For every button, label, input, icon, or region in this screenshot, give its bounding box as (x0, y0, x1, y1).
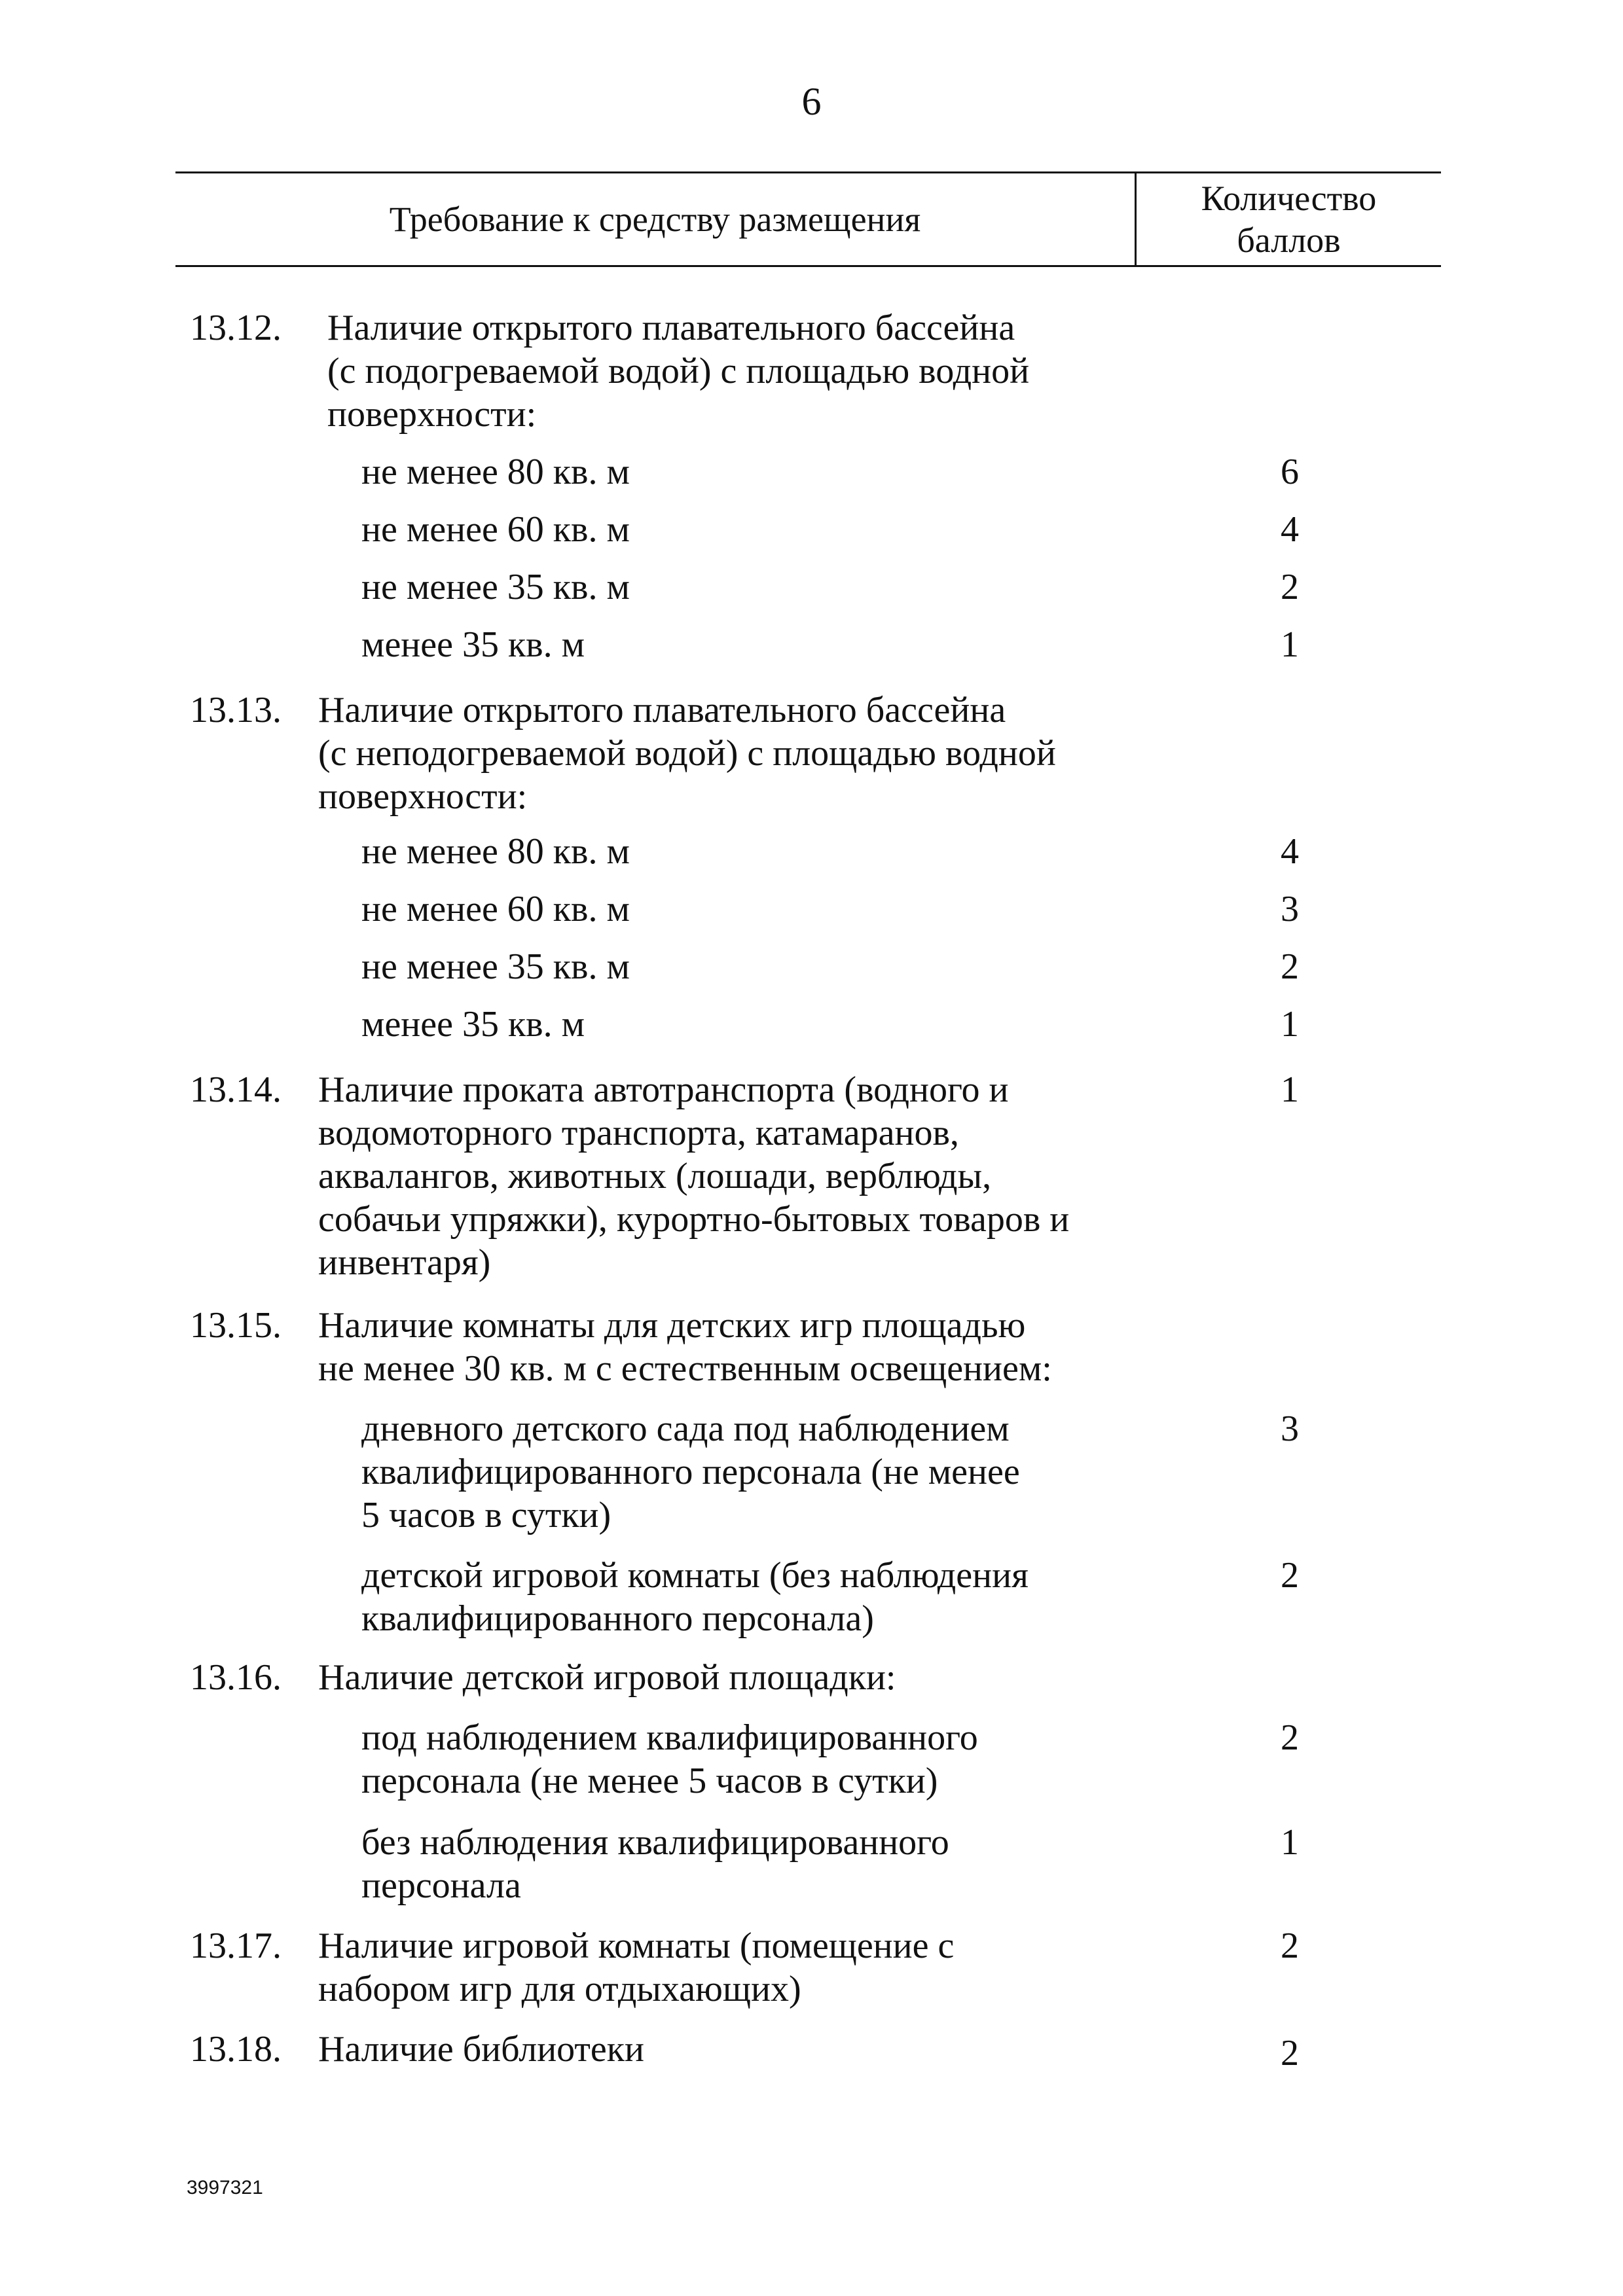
item-points: 6 (1281, 452, 1299, 492)
item-number: 13.13. (190, 690, 282, 730)
item-text: не менее 60 кв. м (361, 889, 630, 929)
item-points: 1 (1281, 1069, 1299, 1110)
item-points: 1 (1281, 1822, 1299, 1863)
item-points: 2 (1281, 1717, 1299, 1758)
item-text: детской игровой комнаты (без наблюдения квалифицированного персонала) (361, 1555, 1029, 1639)
item-points: 1 (1281, 1004, 1299, 1045)
item-points: 4 (1281, 831, 1299, 872)
item-points: 2 (1281, 946, 1299, 987)
item-text: дневного детского сада под наблюдением квалифицированного персонала (не менее 5 часов в сутки) (361, 1408, 1020, 1535)
document-code: 3997321 (187, 2177, 263, 2198)
item-text: не менее 35 кв. м (361, 946, 630, 987)
item-number: 13.12. (190, 308, 282, 348)
item-points: 2 (1281, 2033, 1299, 2073)
item-text: Наличие открытого плавательного бассейна (с подогреваемой водой) с площадью водной поверхности: (327, 308, 1030, 435)
item-text: Наличие игровой комнаты (помещение с набором игр для отдыхающих) (318, 1926, 955, 2009)
item-points: 2 (1281, 567, 1299, 607)
item-text: без наблюдения квалифицированного персонала (361, 1822, 949, 1906)
item-text: Наличие проката автотранспорта (водного и водомоторного транспорта, катамаранов, аквалангов, животных (лошади, верблюды, собачьи упряжки), курортно-бытовых товаров и инвентаря) (318, 1069, 1070, 1283)
item-text: Наличие комнаты для детских игр площадью не менее 30 кв. м с естественным освещением: (318, 1305, 1052, 1389)
item-text: Наличие библиотеки (318, 2029, 644, 2070)
item-number: 13.17. (190, 1926, 282, 1966)
page-number: 6 (801, 80, 822, 123)
item-text: Наличие детской игровой площадки: (318, 1657, 896, 1698)
item-text: менее 35 кв. м (361, 1004, 585, 1045)
table-header (175, 171, 1441, 267)
item-number: 13.14. (190, 1069, 282, 1110)
item-points: 1 (1281, 624, 1299, 665)
header-points: Количество баллов (1201, 179, 1377, 260)
item-number: 13.16. (190, 1657, 282, 1698)
item-number: 13.15. (190, 1305, 282, 1346)
item-text: не менее 35 кв. м (361, 567, 630, 607)
item-text: менее 35 кв. м (361, 624, 585, 665)
item-text: не менее 80 кв. м (361, 452, 630, 492)
item-points: 3 (1281, 1408, 1299, 1449)
header-requirement: Требование к средству размещения (389, 200, 921, 239)
item-text: под наблюдением квалифицированного персонала (не менее 5 часов в сутки) (361, 1717, 978, 1801)
item-text: Наличие открытого плавательного бассейна (с неподогреваемой водой) с площадью водной поверхности: (318, 690, 1056, 817)
item-points: 2 (1281, 1926, 1299, 1966)
item-number: 13.18. (190, 2029, 282, 2070)
item-text: не менее 60 кв. м (361, 509, 630, 550)
item-text: не менее 80 кв. м (361, 831, 630, 872)
item-points: 4 (1281, 509, 1299, 550)
item-points: 2 (1281, 1555, 1299, 1596)
item-points: 3 (1281, 889, 1299, 929)
